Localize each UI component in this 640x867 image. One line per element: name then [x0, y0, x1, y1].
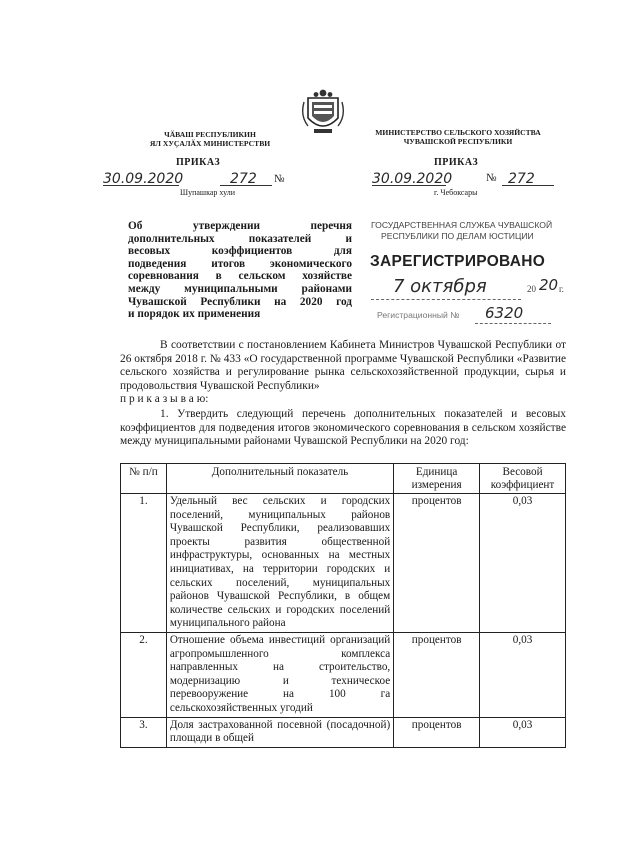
- stamp-registered: ЗАРЕГИСТРИРОВАНО: [370, 253, 546, 270]
- stamp-year-handwritten: 20: [539, 276, 559, 294]
- right-date-line: [372, 170, 453, 187]
- stamp-reg-label: Регистрационный №: [377, 310, 460, 320]
- row-unit: процентов: [394, 494, 480, 633]
- left-prikaz-title: ПРИКАЗ: [176, 157, 221, 168]
- left-date-handwritten: 30.09.2020: [103, 171, 184, 187]
- stamp-year-suffix: г.: [559, 284, 564, 294]
- row-unit: процентов: [394, 632, 480, 717]
- right-prikaz-title: ПРИКАЗ: [434, 157, 479, 168]
- registration-stamp: [367, 218, 585, 326]
- stamp-line-2: РЕСПУБЛИКИ ПО ДЕЛАМ ЮСТИЦИИ: [381, 231, 534, 241]
- left-number-line: [220, 170, 272, 186]
- left-org-line-1: ЧӐВАШ РЕСПУБЛИКИН: [164, 130, 256, 139]
- left-org-name: [130, 130, 290, 148]
- title-line: весовых коэффициентов для: [128, 245, 352, 258]
- row-number: 1.: [121, 494, 167, 633]
- left-number-handwritten: 272: [230, 171, 257, 187]
- title-line: Чувашской Республики на 2020 год: [128, 295, 352, 308]
- right-number-sign: №: [486, 172, 497, 184]
- right-number-handwritten: 272: [508, 171, 535, 187]
- indicators-table: [120, 463, 566, 748]
- row-indicator: Удельный вес сельских и городских поселений, муниципальных районов Чувашской Республики, реализовавших проекты развития общественной инфраструктуры, основанных на местных инициативах, на территории городских и сельских поселений, муниципальных районов Чувашской Республики, в общем количестве сельских и городских поселений муниципального района: [166, 494, 393, 633]
- right-city: г. Чебоксары: [434, 188, 478, 197]
- row-coefficient: 0,03: [480, 494, 566, 633]
- item-1-paragraph: 1. Утвердить следующий перечень дополнительных показателей и весовых коэффициентов для подведения итогов экономического соревнования в сельском хозяйстве между муниципальными районами Чувашской Республики на 2020 год:: [120, 408, 566, 448]
- left-number-sign: №: [274, 173, 285, 185]
- right-number-line: [502, 170, 554, 186]
- document-title: [128, 220, 352, 321]
- header-indicator: Дополнительный показатель: [166, 464, 393, 494]
- order-word: п р и к а з ы в а ю:: [120, 393, 209, 405]
- title-line: дополнительных показателей и: [128, 232, 352, 245]
- right-org-line-1: МИНИСТЕРСТВО СЕЛЬСКОГО ХОЗЯЙСТВА: [375, 128, 541, 137]
- left-city: Шупашкар хули: [180, 188, 235, 197]
- row-coefficient: 0,03: [480, 632, 566, 717]
- header-unit: Единица измерения: [394, 464, 480, 494]
- header-coefficient: Весовой коэффициент: [480, 464, 566, 494]
- title-line: соревнования в сельском хозяйстве: [128, 270, 352, 283]
- table-row: [121, 632, 566, 717]
- stamp-date-line: [371, 298, 521, 300]
- right-org-name: [358, 128, 558, 146]
- table-row: [121, 494, 566, 633]
- row-indicator: Отношение объема инвестиций организаций агропромышленного комплекса направленных на строительство, модернизацию и техническое перевооружение на 100 га сельскохозяйственных угодий: [166, 632, 393, 717]
- row-number: 3.: [121, 717, 167, 747]
- title-line: Об утверждении перечня: [128, 220, 352, 232]
- stamp-date-handwritten: 7 октября: [393, 276, 487, 297]
- stamp-year-prefix: 20: [527, 284, 536, 294]
- table-header-row: [121, 464, 566, 494]
- chuvash-coat-of-arms-icon: [300, 88, 346, 136]
- title-line: подведения итогов экономического: [128, 257, 352, 270]
- header-number: № п/п: [121, 464, 167, 494]
- row-coefficient: 0,03: [480, 717, 566, 747]
- right-org-line-2: ЧУВАШСКОЙ РЕСПУБЛИКИ: [403, 137, 513, 146]
- left-org-line-2: ЯЛ ХУҪАЛӐХ МИНИСТЕРСТВИ: [149, 139, 271, 148]
- preamble-paragraph: В соответствии с постановлением Кабинета Министров Чувашской Республики от 26 октября 2018 г. № 433 «О государственной программе Чувашской Республики «Развитие сельского хозяйства и регулирование рынка сельскохозяйственной продукции, сырья и продовольствия Чувашской Республики»: [120, 339, 566, 392]
- row-unit: процентов: [394, 717, 480, 747]
- left-date-line: [103, 170, 184, 187]
- table-row: [121, 717, 566, 747]
- row-number: 2.: [121, 632, 167, 717]
- stamp-line-1: ГОСУДАРСТВЕННАЯ СЛУЖБА ЧУВАШСКОЙ: [371, 220, 553, 230]
- stamp-reg-line: [475, 322, 551, 324]
- title-line: и порядок их применения: [128, 308, 261, 321]
- row-indicator: Доля застрахованной посевной (посадочной) площади в общей: [166, 717, 393, 747]
- stamp-reg-number-handwritten: 6320: [485, 304, 524, 322]
- title-line: между муниципальными районами: [128, 282, 352, 295]
- right-date-handwritten: 30.09.2020: [372, 171, 453, 187]
